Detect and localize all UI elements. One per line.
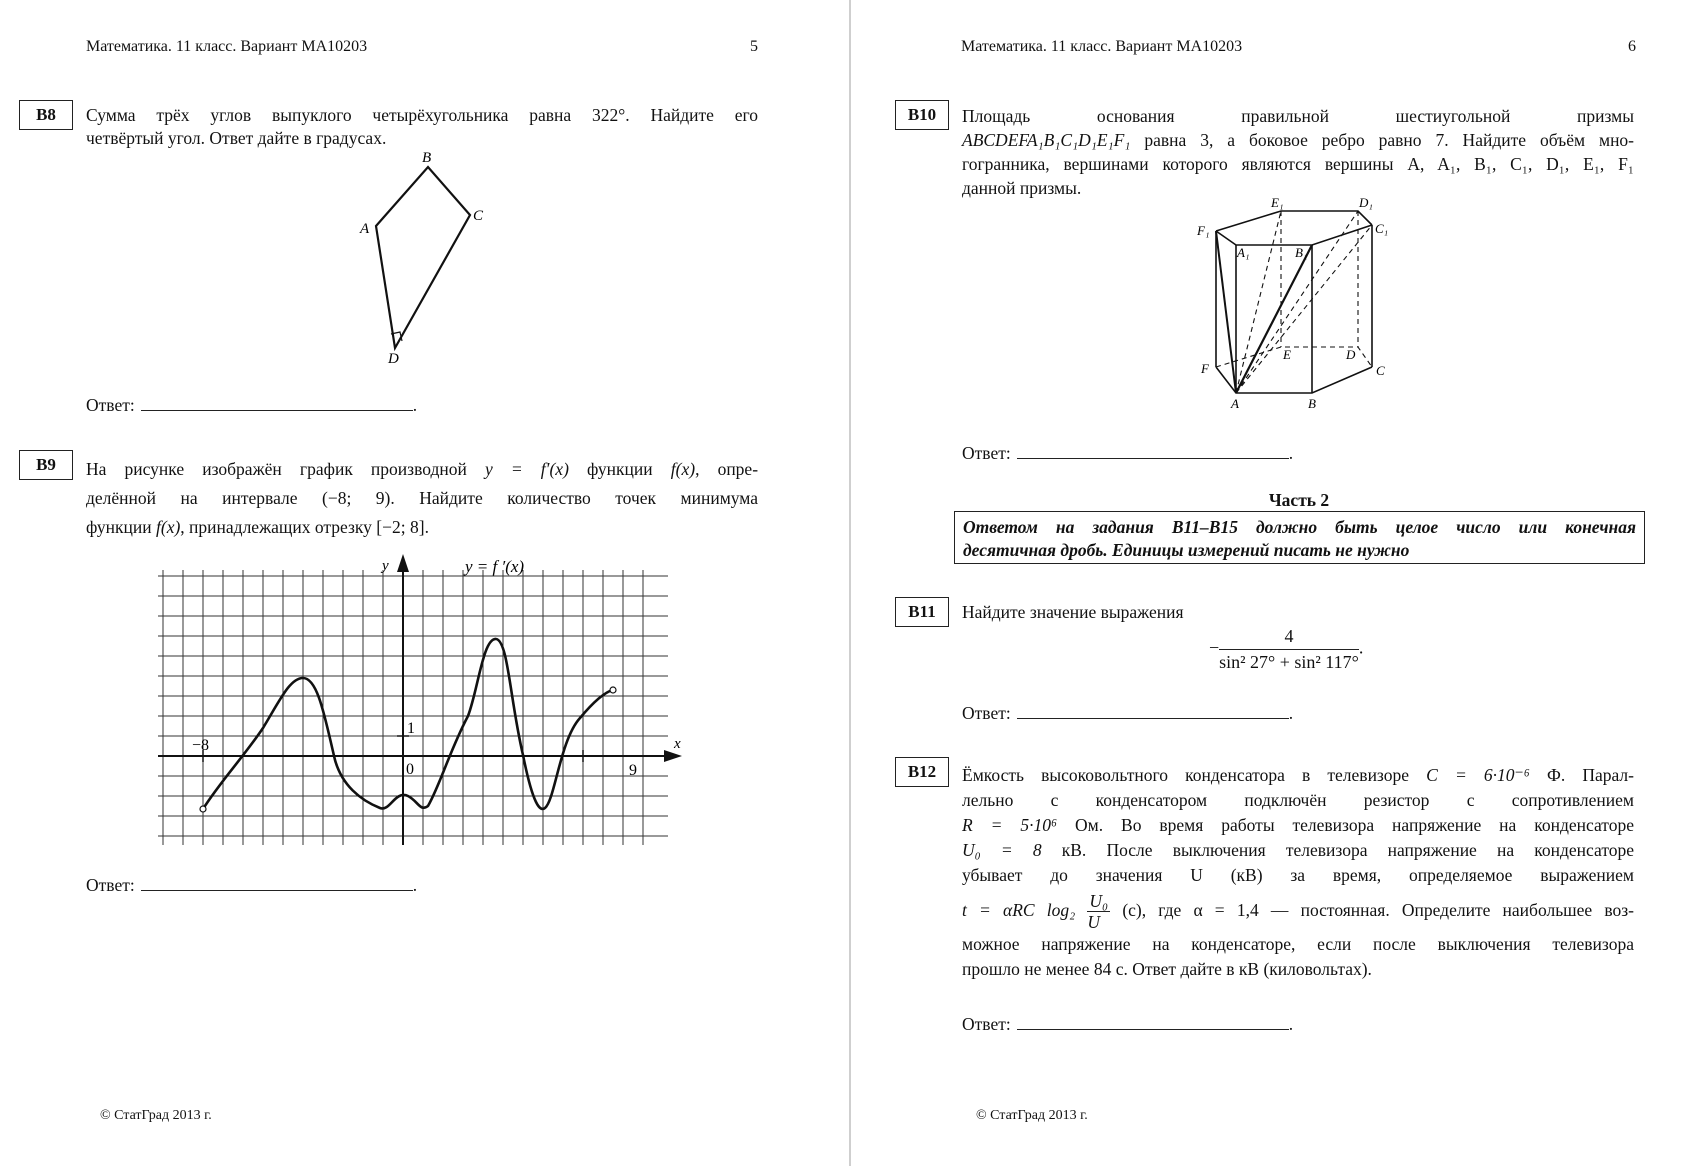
left-page xyxy=(0,0,849,1166)
vertex-label-b8-a: A xyxy=(360,221,370,237)
curve-endpoint-right xyxy=(610,687,616,693)
b11-text: Найдите значение выражения xyxy=(962,602,1184,622)
b12-line7: можное напряжение на конденсаторе, если после выключения телевизора xyxy=(962,934,1634,955)
prism-top-back xyxy=(1216,211,1372,231)
vertex-label-b8-b: B xyxy=(422,150,432,166)
left-page-number: 5 xyxy=(750,38,758,55)
tick-label-0: 0 xyxy=(406,761,414,778)
b8-answer-field[interactable] xyxy=(86,395,417,416)
task-b8-text xyxy=(86,104,758,150)
b12-line2: лельно с конденсатором подключён резистор с сопротивлением xyxy=(962,790,1634,810)
part2-box-line1: Ответом на задания B11–B15 должно быть целое число или конечная xyxy=(963,517,1636,537)
vertex-label-d: D xyxy=(1346,347,1356,362)
b12-frac-num: U₀ xyxy=(1089,891,1109,912)
tick-label-1: 1 xyxy=(407,720,415,737)
b9-answer-line[interactable] xyxy=(141,876,413,891)
b12-line3-b: Ом. Во время работы телевизора напряжение на конденсаторе xyxy=(1075,815,1634,835)
b12-line6 xyxy=(962,888,1634,932)
b10-answer-field[interactable] xyxy=(962,443,1293,464)
b9-answer-label: Ответ: xyxy=(86,875,135,895)
graph-x-label: x xyxy=(674,736,681,752)
b12-answer-end: . xyxy=(1288,1014,1294,1034)
b9-line2-a: делённой на интервале xyxy=(86,488,298,508)
b9-line1-a: На рисунке изображён график производной xyxy=(86,459,467,479)
vertex-label-c: C xyxy=(1376,363,1385,378)
y-axis-arrow xyxy=(397,554,409,572)
graph-y-label: y xyxy=(382,558,389,574)
b11-answer-label: Ответ: xyxy=(962,703,1011,723)
vertex-label-e: E xyxy=(1283,347,1291,362)
vertex-label-b1: B₁ xyxy=(1295,245,1308,260)
b9-answer-end: . xyxy=(412,875,418,895)
prism-top-front xyxy=(1216,225,1372,245)
b12-line1-a: Ёмкость высоковольтного конденсатора в телевизоре xyxy=(962,765,1410,785)
b9-fx-2: f(x) xyxy=(156,517,181,537)
b10-answer-end: . xyxy=(1288,443,1294,463)
b12-frac-den: U xyxy=(1087,912,1101,933)
b12-line3 xyxy=(962,813,1634,838)
b12-voltage: U₀ = 8 xyxy=(962,840,1042,860)
task-b9-text xyxy=(86,455,758,542)
b11-numerator: 4 xyxy=(1219,626,1359,650)
b8-line2: четвёртый угол. Ответ дайте в градусах. xyxy=(86,128,387,148)
b9-line1 xyxy=(86,455,758,484)
b12-answer-line[interactable] xyxy=(1017,1015,1289,1030)
left-page-header: Математика. 11 класс. Вариант МА10203 xyxy=(86,38,368,55)
vertex-label-f1: F₁ xyxy=(1197,223,1210,238)
vertex-label-f: F xyxy=(1201,361,1209,376)
b8-answer-label: Ответ: xyxy=(86,395,135,415)
vertex-label-c1: C₁ xyxy=(1375,221,1389,236)
b12-capacitance: C = 6·10⁻⁶ xyxy=(1426,765,1530,785)
b9-fx-1: f(x) xyxy=(670,459,696,479)
b9-segment: [−2; 8] xyxy=(376,517,425,537)
b12-resistance: R = 5·10⁶ xyxy=(962,815,1058,835)
right-page-footer: © СтатГрад 2013 г. xyxy=(976,1108,1088,1123)
task-b12-text xyxy=(962,763,1634,982)
right-page-header: Математика. 11 класс. Вариант МА10203 xyxy=(961,38,1243,55)
task-label-b12: B12 xyxy=(895,757,949,787)
b12-line6-b: (с), где α = 1,4 — постоянная. Определите наибольшее воз- xyxy=(1122,900,1635,920)
part2-box-line2: десятичная дробь. Единицы измерений писать не нужно xyxy=(963,540,1410,560)
b12-time-formula: t = αRC log₂ xyxy=(962,900,1076,920)
b11-answer-field[interactable] xyxy=(962,703,1293,724)
b9-line1-c: , опре- xyxy=(695,459,759,479)
vertex-label-b8-d: D xyxy=(388,351,399,367)
b10-line3: гогранника, вершинами которого являются вершины A, A₁, B₁, C₁, D₁, E₁, F₁ xyxy=(962,154,1634,174)
b11-answer-end: . xyxy=(1288,703,1294,723)
task-label-b11: B11 xyxy=(895,597,949,627)
b10-line1: Площадь основания правильной шестиугольной призмы xyxy=(962,106,1634,126)
task-label-b9: B9 xyxy=(19,450,73,480)
b11-minus: − xyxy=(1209,637,1220,658)
b9-answer-field[interactable] xyxy=(86,875,417,896)
tick-label-9: 9 xyxy=(629,762,637,779)
vertex-label-b: B xyxy=(1308,396,1316,411)
vertex-label-a: A xyxy=(1231,396,1239,411)
task-label-b10: B10 xyxy=(895,100,949,130)
b12-line8: прошло не менее 84 с. Ответ дайте в кВ (киловольтах). xyxy=(962,959,1372,980)
quadrilateral-figure xyxy=(350,148,500,368)
b11-fraction xyxy=(1219,626,1359,673)
b10-answer-label: Ответ: xyxy=(962,443,1011,463)
b12-line1-b: Ф. Парал- xyxy=(1547,765,1634,785)
curve-endpoint-left xyxy=(200,806,206,812)
b10-line2-rest: равна 3, а боковое ребро равно 7. Найдите объём мно- xyxy=(1144,130,1635,150)
b12-line4-b: кВ. После выключения телевизора напряжение на конденсаторе xyxy=(1061,840,1635,860)
vertex-label-d1: D₁ xyxy=(1359,195,1373,210)
b8-answer-end: . xyxy=(412,395,418,415)
b10-answer-line[interactable] xyxy=(1017,444,1289,459)
b9-derivative-formula: y = f′(x) xyxy=(484,459,569,479)
tick-label-minus8: −8 xyxy=(192,737,210,754)
b9-line3-b: , принадлежащих отрезку xyxy=(180,517,372,537)
b12-line4 xyxy=(962,838,1634,863)
b12-answer-field[interactable] xyxy=(962,1014,1293,1035)
b9-line3-c: . xyxy=(424,517,429,537)
left-page-footer: © СтатГрад 2013 г. xyxy=(100,1108,212,1123)
b10-line4: данной призмы. xyxy=(962,178,1082,198)
b8-line1: Сумма трёх углов выпуклого четырёхугольника равна 322°. Найдите его xyxy=(86,105,758,125)
b12-line1 xyxy=(962,763,1634,788)
graph-function-label: y = f ′(x) xyxy=(465,557,525,576)
part2-title: Часть 2 xyxy=(1268,490,1330,510)
graph-grid xyxy=(158,570,668,845)
quadrilateral-abcd xyxy=(376,167,470,348)
b9-line1-b: функции xyxy=(587,459,653,479)
task-label-b8: B8 xyxy=(19,100,73,130)
vertex-label-a1: A₁ xyxy=(1237,245,1250,260)
b9-line3 xyxy=(86,513,758,542)
b10-line2 xyxy=(962,128,1634,152)
b10-prism-name: ABCDEFA₁B₁C₁D₁E₁F₁ xyxy=(962,130,1131,150)
b12-answer-label: Ответ: xyxy=(962,1014,1011,1034)
task-b10-text xyxy=(962,104,1634,200)
b11-expression xyxy=(1209,626,1363,673)
b12-log-fraction xyxy=(1087,891,1110,932)
b9-line2-b: . Найдите количество точек минимума xyxy=(390,488,759,508)
b12-line5: убывает до значения U (кВ) за время, определяемое выражением xyxy=(962,865,1634,885)
vertex-label-e1: E₁ xyxy=(1271,195,1284,210)
vertex-label-b8-c: C xyxy=(473,208,484,224)
b11-answer-line[interactable] xyxy=(1017,704,1289,719)
b8-answer-line[interactable] xyxy=(141,396,413,411)
right-page-number: 6 xyxy=(1628,38,1636,55)
right-page xyxy=(851,0,1700,1166)
b9-line3-a: функции xyxy=(86,517,152,537)
b11-end: . xyxy=(1358,637,1364,658)
hexagonal-prism-figure xyxy=(1191,195,1421,415)
b9-line2 xyxy=(86,484,758,513)
derivative-graph xyxy=(150,550,690,850)
b9-interval: (−8; 9) xyxy=(322,488,391,508)
b11-denominator: sin² 27° + sin² 117° xyxy=(1219,652,1359,672)
part2-instruction-box xyxy=(954,511,1645,564)
